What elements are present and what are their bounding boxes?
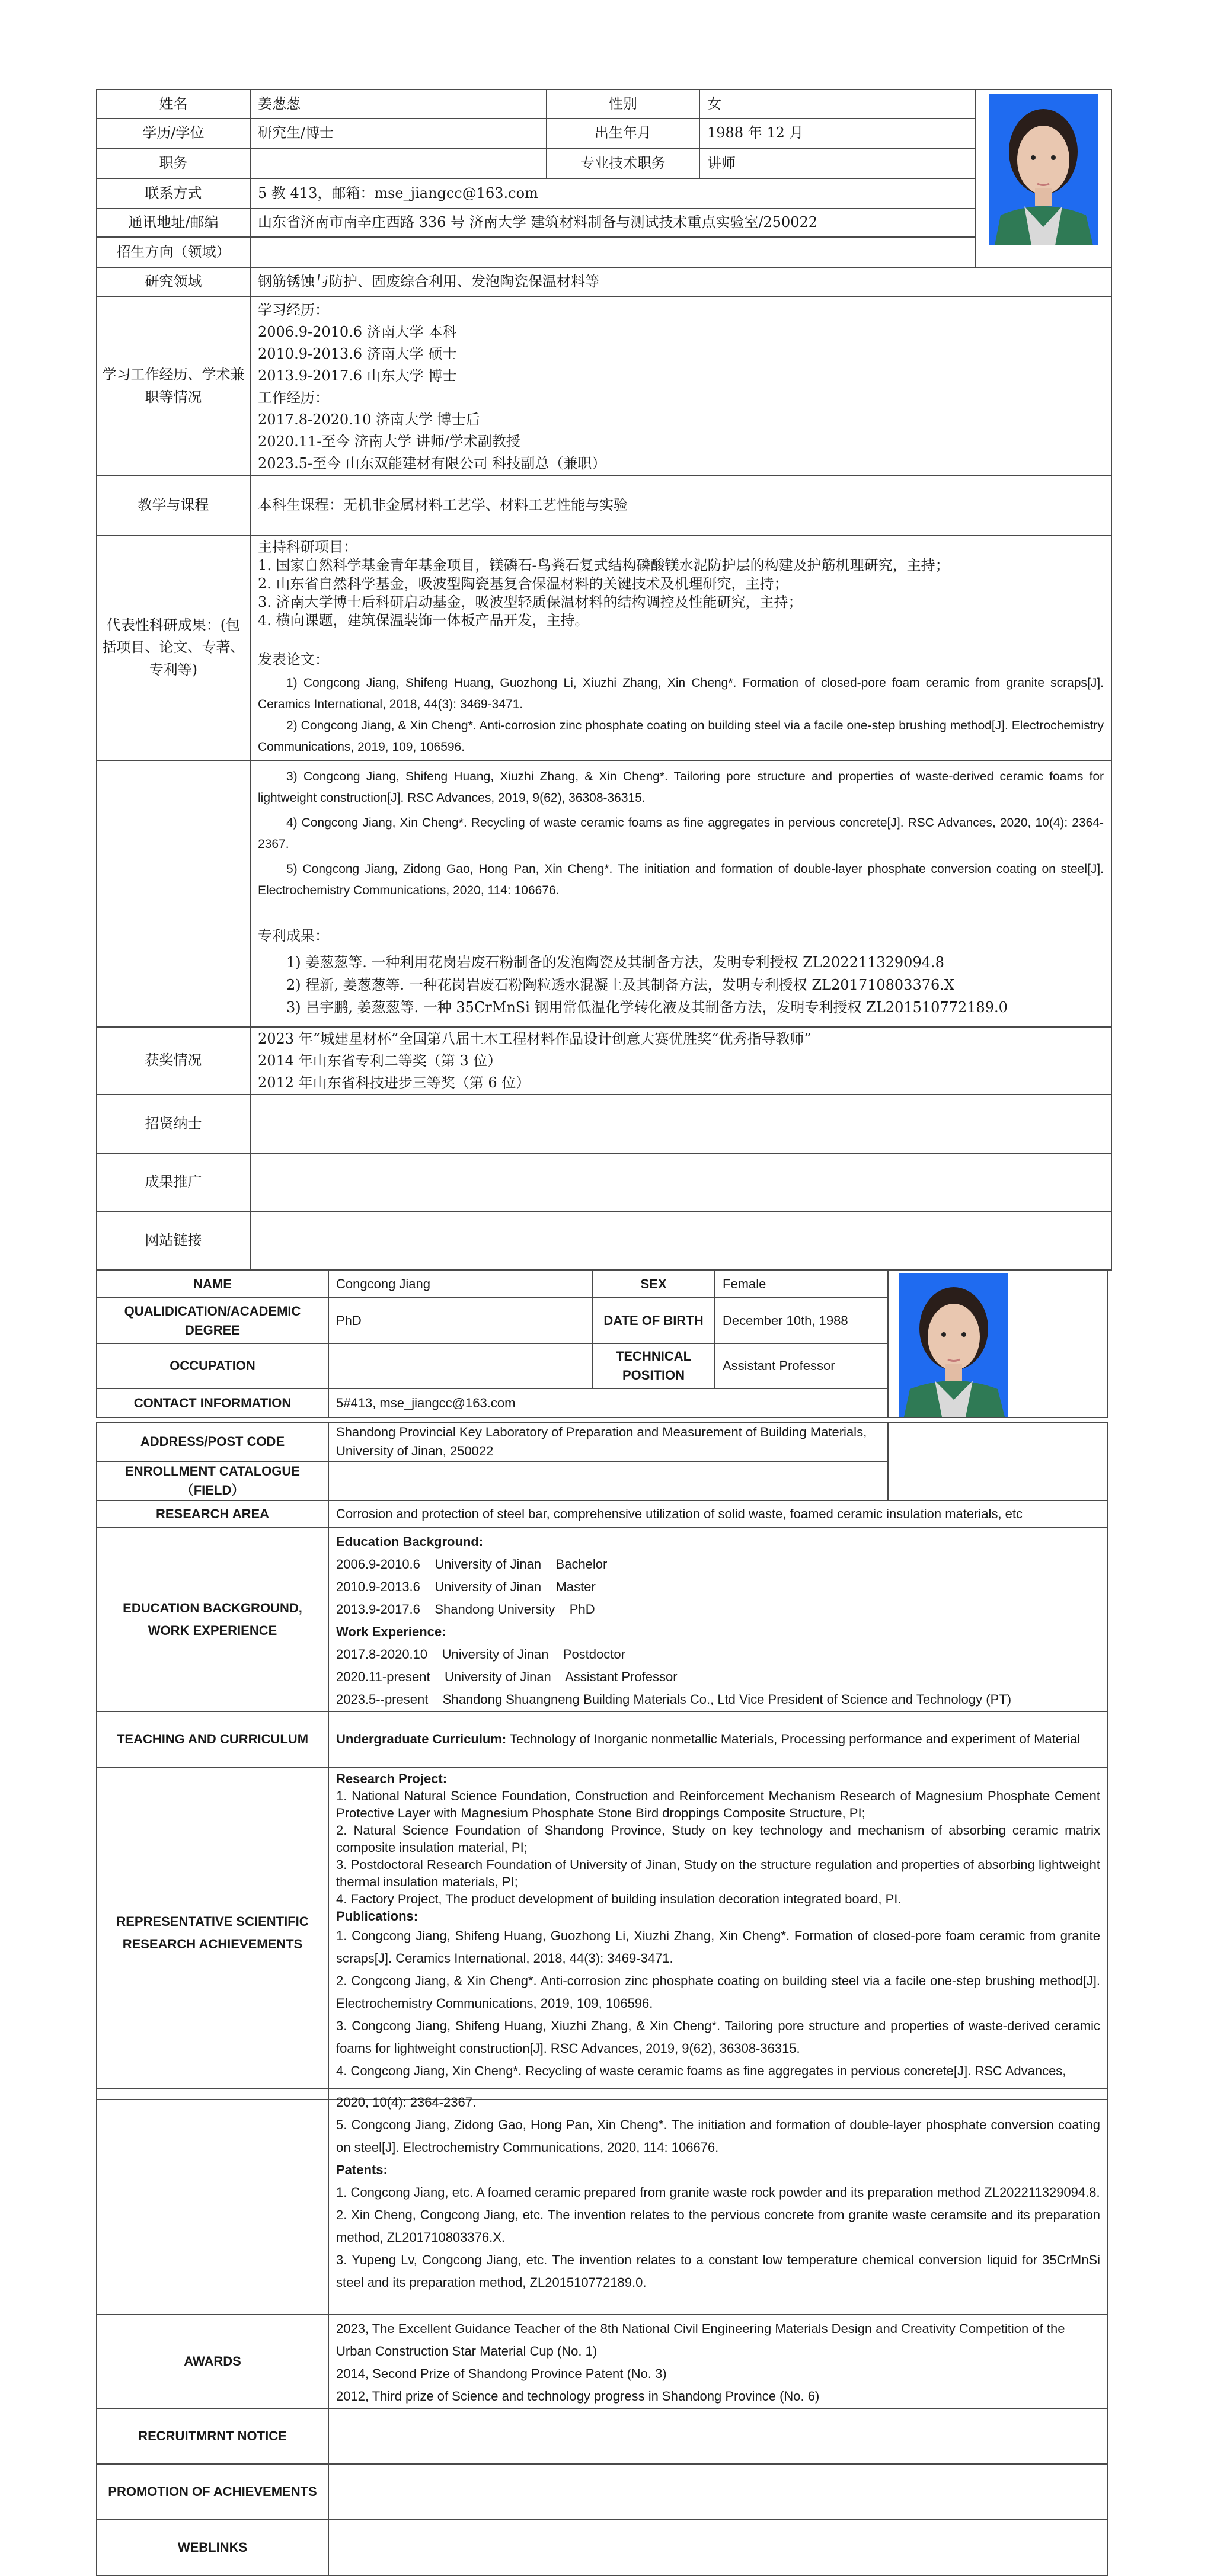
cn-exp-line: 2017.8-2020.10 济南大学 博士后 <box>258 411 480 428</box>
en-birth-value: December 10th, 1988 <box>715 1298 888 1343</box>
cn-exp-label: 学习工作经历、学术兼职等情况 <box>97 296 250 476</box>
en-contact-label: CONTACT INFORMATION <box>97 1388 328 1417</box>
cn-patent-item: 1) 姜葱葱等. 一种利用花岗岩废石粉制备的发泡陶瓷及其制备方法，发明专利授权 ZL202211329094.8 <box>286 954 944 971</box>
en-patents-heading: Patents: <box>336 2162 388 2177</box>
en-recruit-label: RECRUITMRNT NOTICE <box>97 2408 328 2464</box>
en-address-label: ADDRESS/POST CODE <box>97 1422 328 1461</box>
en-pub-item: 4. Congcong Jiang, Xin Cheng*. Recycling of waste ceramic foams as fine aggregates in pervious concrete[J]. RSC Advances, <box>336 2063 1066 2078</box>
cn-sex-label: 性别 <box>547 89 699 119</box>
en-research-part1 <box>328 1767 1108 2100</box>
en-award-item: 2012, Third prize of Science and technology progress in Shandong Province (No. 6) <box>336 2389 820 2404</box>
cn-portrait-photo <box>989 94 1098 245</box>
cn-post-value <box>250 148 547 178</box>
en-edu-line: 2006.9-2010.6 University of Jinan Bachelor <box>336 1556 608 1572</box>
cn-papers-heading: 发表论文： <box>258 651 329 668</box>
en-research-part2 <box>328 2088 1108 2315</box>
en-project-item: 1. National Natural Science Foundation, Construction and Reinforcement Mechanism Research of Magnesium Phosphate Cement Protective Layer with Magnesium Phosphate Stone Bird droppings Composite Structure, PI; <box>336 1788 1100 1820</box>
en-area-label: RESEARCH AREA <box>97 1500 328 1528</box>
en-sex-label: SEX <box>592 1270 715 1298</box>
en-work-line: 2017.8-2020.10 University of Jinan Postdoctor <box>336 1646 625 1662</box>
cn-title-value: 讲师 <box>699 148 975 178</box>
en-research-label-continued <box>97 2088 328 2315</box>
en-edu-line: 2010.9-2013.6 University of Jinan Master <box>336 1579 596 1594</box>
en-pub-item: 3. Congcong Jiang, Shifeng Huang, Xiuzhi Zhang, & Xin Cheng*. Tailoring pore structure and properties of waste-derived ceramic foams for lightweight construction[J]. RSC Advances, 2019, 9(62), 36308-36315. <box>336 2018 1100 2056</box>
cn-exp-line: 2023.5-至今 山东双能建材有限公司 科技副总（兼职） <box>258 455 606 472</box>
cn-awards-list <box>250 1027 1111 1095</box>
en-projects-heading: Research Project: <box>336 1771 448 1786</box>
cn-projects-heading: 主持科研项目： <box>258 539 357 555</box>
en-degree-value: PhD <box>328 1298 592 1343</box>
cn-web-label: 网站链接 <box>97 1211 250 1270</box>
portrait-image-icon <box>989 94 1098 245</box>
cn-teach-label: 教学与课程 <box>97 476 250 535</box>
cn-award-item: 2012 年山东省科技进步三等奖（第 6 位） <box>258 1074 531 1091</box>
cn-award-item: 2014 年山东省专利二等奖（第 3 位） <box>258 1052 502 1069</box>
cn-title-label: 专业技术职务 <box>547 148 699 178</box>
en-occupation-value <box>328 1343 592 1388</box>
en-patent-item: 2. Xin Cheng, Congcong Jiang, etc. The invention relates to the pervious concrete from granite waste ceramsite and its preparation method, ZL201710803376.X. <box>336 2207 1100 2245</box>
cn-post-label: 职务 <box>97 148 250 178</box>
cn-degree-value: 研究生/博士 <box>250 119 547 148</box>
en-enroll-label: ENROLLMENT CATALOGUE（FIELD） <box>97 1461 328 1500</box>
en-tech-label: TECHNICAL POSITION <box>592 1343 715 1388</box>
cn-paper-item: 4) Congcong Jiang, Xin Cheng*. Recycling of waste ceramic foams as fine aggregates in pervious concrete[J]. RSC Advances, 2020, 10(4): 2364-2367. <box>258 816 1104 851</box>
cn-exp-list <box>250 296 1111 476</box>
cn-enroll-label: 招生方向（领域） <box>97 237 250 268</box>
en-award-item: 2023, The Excellent Guidance Teacher of the 8th National Civil Engineering Materials Design and Creativity Competition of the Urban Construction Star Material Cup (No. 1) <box>336 2321 1065 2359</box>
cn-address-value: 山东省济南市南辛庄西路 336 号 济南大学 建筑材料制备与测试技术重点实验室/250022 <box>250 209 975 237</box>
cn-birth-value: 1988 年 12 月 <box>699 119 975 148</box>
cn-patent-item: 3) 吕宇鹏, 姜葱葱等. 一种 35CrMnSi 钢用常低温化学转化液及其制备方法，发明专利授权 ZL201510772189.0 <box>286 999 1008 1016</box>
en-web-label: WEBLINKS <box>97 2520 328 2575</box>
portrait-image-icon <box>899 1273 1008 1417</box>
en-profile-table <box>96 1269 1108 1418</box>
cn-project-item: 3. 济南大学博士后科研启动基金，吸波型轻质保温材料的结构调控及性能研究，主持； <box>258 594 803 610</box>
cn-name-value: 姜葱葱 <box>250 89 547 119</box>
en-birth-label: DATE OF BIRTH <box>592 1298 715 1343</box>
en-recruit-value <box>328 2408 1108 2464</box>
cn-address-label: 通讯地址/邮编 <box>97 209 250 237</box>
cn-patent-item: 2) 程新, 姜葱葱等. 一种花岗岩废石粉陶粒透水混凝土及其制备方法，发明专利授权 ZL201710803376.X <box>286 977 954 993</box>
en-promo-value <box>328 2464 1108 2520</box>
en-detail-table <box>96 1422 1108 2100</box>
cn-contact-label: 联系方式 <box>97 178 250 209</box>
en-pub-item: 2020, 10(4): 2364-2367. <box>336 2095 477 2110</box>
en-photo-cell <box>888 1270 1108 1417</box>
en-awards-list <box>328 2315 1108 2408</box>
cn-name-label: 姓名 <box>97 89 250 119</box>
en-portrait-photo <box>899 1273 1008 1417</box>
en-pub-item: 2. Congcong Jiang, & Xin Cheng*. Anti-corrosion zinc phosphate coating on building steel via a facile one-step brushing method[J]. Electrochemistry Communications, 2019, 109, 106596. <box>336 1973 1100 2011</box>
cn-patents-heading: 专利成果： <box>258 927 329 944</box>
en-detail-table-continued <box>96 2088 1108 2576</box>
en-blank-cell <box>888 1422 1108 1500</box>
en-edu-label: EDUCATION BACKGROUND, WORK EXPERIENCE <box>97 1528 328 1711</box>
en-teach-cell <box>328 1711 1108 1767</box>
en-pub-item: 1. Congcong Jiang, Shifeng Huang, Guozhong Li, Xiuzhi Zhang, Xin Cheng*. Formation of closed-pore foam ceramic from granite scraps[J]. Ceramics International, 2018, 44(3): 3469-3471. <box>336 1928 1100 1966</box>
cn-promo-label: 成果推广 <box>97 1153 250 1211</box>
en-sex-value: Female <box>715 1270 888 1298</box>
en-work-line: 2020.11-present University of Jinan Assistant Professor <box>336 1669 678 1684</box>
en-work-heading: Work Experience: <box>336 1624 446 1639</box>
en-contact-value: 5#413, mse_jiangcc@163.com <box>328 1388 888 1417</box>
en-area-value: Corrosion and protection of steel bar, comprehensive utilization of solid waste, foamed ceramic insulation materials, etc <box>328 1500 1108 1528</box>
cn-teach-value: 本科生课程：无机非金属材料工艺学、材料工艺性能与实验 <box>250 476 1111 535</box>
cn-research-part2 <box>250 761 1111 1027</box>
cn-exp-line: 2006.9-2010.6 济南大学 本科 <box>258 324 457 340</box>
en-project-item: 4. Factory Project, The product development of building insulation decoration integrated board, PI. <box>336 1891 902 1906</box>
cn-exp-line: 2013.9-2017.6 山东大学 博士 <box>258 367 457 384</box>
cn-awards-label: 获奖情况 <box>97 1027 250 1095</box>
cn-web-value[interactable] <box>250 1211 1111 1270</box>
cn-exp-line: 学习经历： <box>258 302 329 318</box>
cn-research-label-continued <box>97 761 250 1027</box>
cn-project-item: 4. 横向课题，建筑保温装饰一体板产品开发，主持。 <box>258 612 589 629</box>
cn-exp-line: 2010.9-2013.6 济南大学 硕士 <box>258 345 457 362</box>
en-enroll-value <box>328 1461 888 1500</box>
en-research-label: REPRESENTATIVE SCIENTIFIC RESEARCH ACHIEVEMENTS <box>97 1767 328 2100</box>
cn-exp-line: 2020.11-至今 济南大学 讲师/学术副教授 <box>258 433 520 450</box>
en-address-value: Shandong Provincial Key Laboratory of Preparation and Measurement of Building Materials, University of Jinan, 250022 <box>328 1422 888 1461</box>
en-promo-label: PROMOTION OF ACHIEVEMENTS <box>97 2464 328 2520</box>
en-patent-item: 3. Yupeng Lv, Congcong Jiang, etc. The invention relates to a constant low temperature chemical conversion liquid for 35CrMnSi steel and its preparation method, ZL201510772189.0. <box>336 2252 1100 2290</box>
en-patent-item: 1. Congcong Jiang, etc. A foamed ceramic prepared from granite waste rock powder and its preparation method ZL202211329094.8. <box>336 2185 1100 2200</box>
cn-research-label: 代表性科研成果：(包括项目、论文、专著、专利等) <box>97 535 250 760</box>
en-awards-label: AWARDS <box>97 2315 328 2408</box>
en-teach-value: Technology of Inorganic nonmetallic Materials, Processing performance and experiment of Material <box>506 1731 1081 1746</box>
en-edu-line: 2013.9-2017.6 Shandong University PhD <box>336 1601 595 1617</box>
cn-project-item: 1. 国家自然科学基金青年基金项目，镁磷石-鸟粪石复式结构磷酸镁水泥防护层的构建及护筋机理研究，主持； <box>258 557 950 574</box>
cn-award-item: 2023 年“城建星材杯”全国第八届土木工程材料作品设计创意大赛优胜奖“优秀指导教师” <box>258 1030 812 1047</box>
en-award-item: 2014, Second Prize of Shandong Province Patent (No. 3) <box>336 2366 667 2381</box>
cn-recruit-value <box>250 1095 1111 1153</box>
en-web-value[interactable] <box>328 2520 1108 2575</box>
cn-profile-table <box>96 89 1112 761</box>
cn-promo-value <box>250 1153 1111 1211</box>
cn-exp-line: 工作经历： <box>258 389 329 406</box>
en-project-item: 3. Postdoctoral Research Foundation of University of Jinan, Study on the structure regulation and properties of absorbing lightweight thermal insulation materials, PI; <box>336 1857 1100 1889</box>
cn-profile-table-continued <box>96 760 1112 1271</box>
cn-paper-item: 3) Congcong Jiang, Shifeng Huang, Xiuzhi Zhang, & Xin Cheng*. Tailoring pore structure and properties of waste-derived ceramic foams for lightweight construction[J]. RSC Advances, 2019, 9(62), 36308-36315. <box>258 770 1104 805</box>
en-pubs-heading: Publications: <box>336 1908 418 1924</box>
cn-project-item: 2. 山东省自然科学基金，吸波型陶瓷基复合保温材料的关键技术及机理研究，主持； <box>258 575 788 592</box>
en-name-value: Congcong Jiang <box>328 1270 592 1298</box>
cn-recruit-label: 招贤纳士 <box>97 1095 250 1153</box>
en-work-line: 2023.5--present Shandong Shuangneng Building Materials Co., Ltd Vice President of Science and Technology (PT) <box>336 1691 1012 1707</box>
en-edu-heading: Education Background: <box>336 1534 484 1549</box>
en-teach-heading: Undergraduate Curriculum: <box>336 1731 507 1746</box>
cn-degree-label: 学历/学位 <box>97 119 250 148</box>
cn-research-part1 <box>250 535 1111 760</box>
en-edu-list <box>328 1528 1108 1711</box>
cn-paper-item: 2) Congcong Jiang, & Xin Cheng*. Anti-corrosion zinc phosphate coating on building steel via a facile one-step brushing method[J]. Electrochemistry Communications, 2019, 109, 106596. <box>258 719 1104 754</box>
en-name-label: NAME <box>97 1270 328 1298</box>
cn-paper-item: 5) Congcong Jiang, Zidong Gao, Hong Pan, Xin Cheng*. The initiation and formation of double-layer phosphate conversion coating on steel[J]. Electrochemistry Communications, 2020, 114: 106676. <box>258 862 1104 897</box>
cn-area-label: 研究领域 <box>97 268 250 296</box>
en-occupation-label: OCCUPATION <box>97 1343 328 1388</box>
en-teach-label: TEACHING AND CURRICULUM <box>97 1711 328 1767</box>
cn-paper-item: 1) Congcong Jiang, Shifeng Huang, Guozhong Li, Xiuzhi Zhang, Xin Cheng*. Formation of closed-pore foam ceramic from granite scraps[J]. Ceramics International, 2018, 44(3): 3469-3471. <box>258 676 1104 711</box>
cn-contact-value: 5 教 413，邮箱：mse_jiangcc@163.com <box>250 178 975 209</box>
cn-enroll-value <box>250 237 975 268</box>
en-project-item: 2. Natural Science Foundation of Shandong Province, Study on key technology and mechanism of absorbing ceramic matrix composite insulation material, PI; <box>336 1822 1100 1855</box>
cn-area-value: 钢筋锈蚀与防护、固废综合利用、发泡陶瓷保温材料等 <box>250 268 1111 296</box>
cn-birth-label: 出生年月 <box>547 119 699 148</box>
en-degree-label: QUALIDICATION/ACADEMIC DEGREE <box>97 1298 328 1343</box>
en-tech-value: Assistant Professor <box>715 1343 888 1388</box>
en-pub-item: 5. Congcong Jiang, Zidong Gao, Hong Pan, Xin Cheng*. The initiation and formation of double-layer phosphate conversion coating on steel[J]. Electrochemistry Communications, 2020, 114: 106676. <box>336 2117 1100 2155</box>
cn-photo-cell <box>975 89 1111 268</box>
cn-sex-value: 女 <box>699 89 975 119</box>
